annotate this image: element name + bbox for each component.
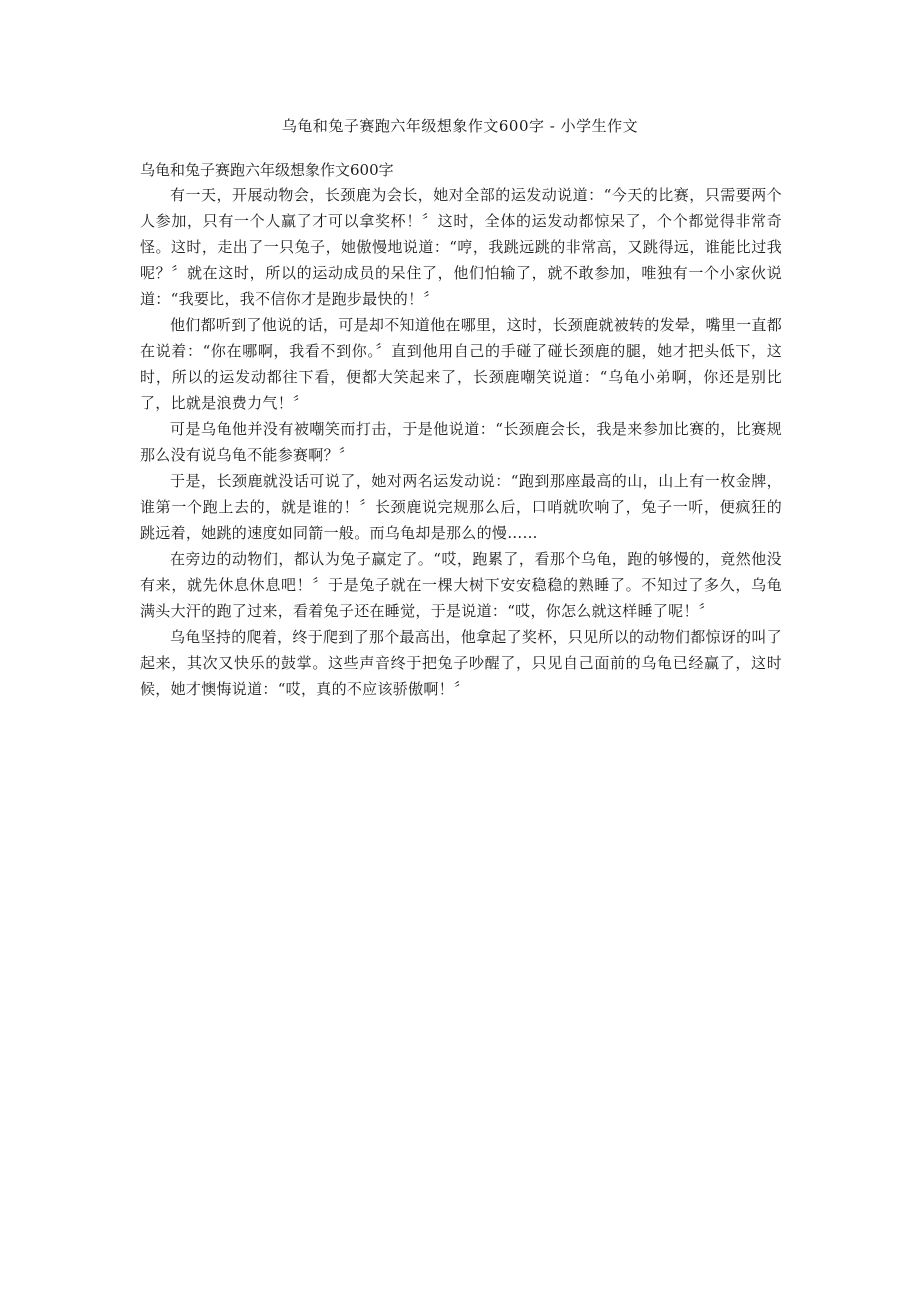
paragraph: 在旁边的动物们，都认为兔子赢定了。“哎，跑累了，看那个乌龟，跑的够慢的，竟然他没有来，就先休息休息吧！〞于是兔子就在一棵大树下安安稳稳的熟睡了。不知过了多久，乌龟满头大汗的跑了过来，看着兔子还在睡觉，于是说道：“哎，你怎么就这样睡了呢！〞	[140, 550, 782, 620]
paragraph: 于是，长颈鹿就没话可说了，她对两名运发动说：“跑到那座最高的山，山上有一枚金牌，谁第一个跑上去的，就是谁的！〞长颈鹿说完规那么后，口哨就吹响了，兔子一听，便疯狂的跳远着，她跳的速度如同箭一般。而乌龟却是那么的慢……	[140, 472, 782, 542]
paragraph: 有一天，开展动物会，长颈鹿为会长，她对全部的运发动说道：“今天的比赛，只需要两个人参加，只有一个人赢了才可以拿奖杯！〞这时，全体的运发动都惊呆了，个个都觉得非常奇怪。这时，走出了一只兔子，她傲慢地说道：“哼，我跳远跳的非常高，又跳得远，谁能比过我呢？〞就在这时，所以的运动成员的呆住了，他们怕输了，就不敢参加，唯独有一个小家伙说道：“我要比，我不信你才是跑步最快的！〞	[140, 186, 782, 308]
document-body	[140, 158, 782, 702]
paragraph: 他们都听到了他说的话，可是却不知道他在哪里，这时，长颈鹿就被转的发晕，嘴里一直都在说着：“你在哪啊，我看不到你。〞直到他用自己的手碰了碰长颈鹿的腿，她才把头低下，这时，所以的运发动都往下看，便都大笑起来了，长颈鹿嘲笑说道：“乌龟小弟啊，你还是别比了，比就是浪费力气！〞	[140, 316, 783, 412]
paragraph: 可是乌龟他并没有被嘲笑而打击，于是他说道：“长颈鹿会长，我是来参加比赛的，比赛规那么没有说乌龟不能参赛啊？〞	[140, 420, 782, 464]
article-subtitle: 乌龟和兔子赛跑六年级想象作文600字	[140, 161, 394, 179]
document-title: 乌龟和兔子赛跑六年级想象作文600字 - 小学生作文	[281, 117, 639, 135]
paragraph: 乌龟坚持的爬着，终于爬到了那个最高出，他拿起了奖杯，只见所以的动物们都惊讶的叫了起来，其次又快乐的鼓掌。这些声音终于把兔子吵醒了，只见自己面前的乌龟已经赢了，这时候，她才懊悔说道：“哎，真的不应该骄傲啊！〞	[140, 628, 783, 698]
